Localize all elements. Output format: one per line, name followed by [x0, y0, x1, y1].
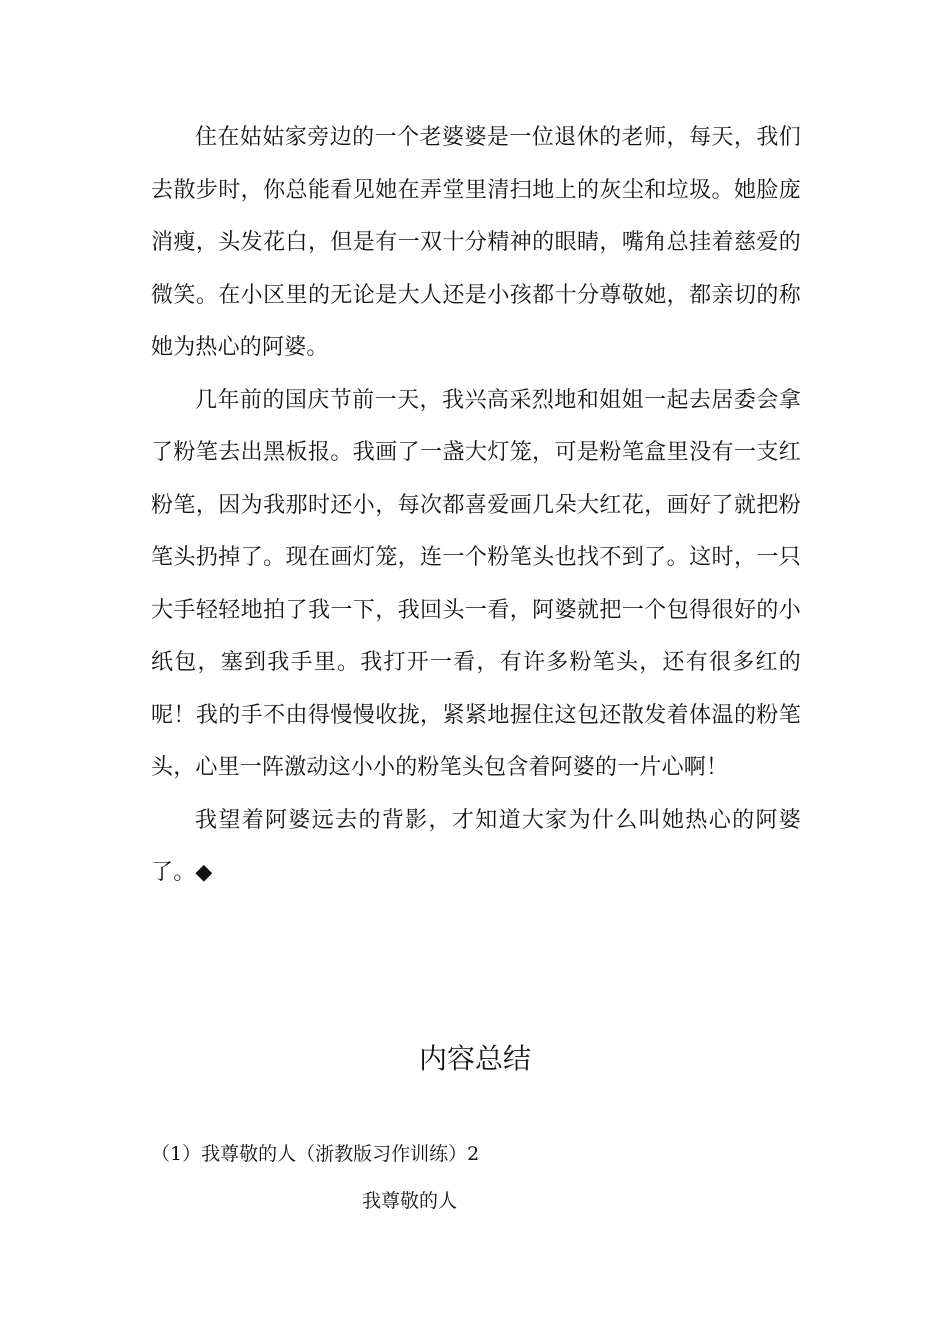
paragraph-3: 我望着阿婆远去的背影，才知道大家为什么叫她热心的阿婆了。◆	[151, 807, 801, 885]
paragraph-2: 几年前的国庆节前一天，我兴高采烈地和姐姐一起去居委会拿了粉笔去出黑板报。我画了一盏大灯笼，可是粉笔盒里没有一支红粉笔，因为我那时还小，每次都喜爱画几朵大红花，画好了就把粉笔头扔掉了。现在画灯笼，连一个粉笔头也找不到了。这时，一只大手轻轻地拍了我一下，我回头一看，阿婆就把一个包得很好的小纸包，塞到我手里。我打开一看，有许多粉笔头，还有很多红的呢！我的手不由得慢慢收拢，紧紧地握住这包还散发着体温的粉笔头，心里一阵激动这小小的粉笔头包含着阿婆的一片心啊！	[151, 387, 801, 780]
summary-title: 内容总结	[418, 1042, 531, 1075]
summary-subtitle: 我尊敬的人	[362, 1190, 458, 1212]
summary-item: （1）我尊敬的人（浙教版习作训练）2	[151, 1143, 480, 1165]
paragraph-1: 住在姑姑家旁边的一个老婆婆是一位退休的老师，每天，我们去散步时，你总能看见她在弄堂里清扫地上的灰尘和垃圾。她脸庞消瘦，头发花白，但是有一双十分精神的眼睛，嘴角总挂着慈爱的微笑。在小区里的无论是大人还是小孩都十分尊敬她，都亲切的称她为热心的阿婆。	[151, 125, 801, 360]
essay-body	[151, 112, 801, 900]
